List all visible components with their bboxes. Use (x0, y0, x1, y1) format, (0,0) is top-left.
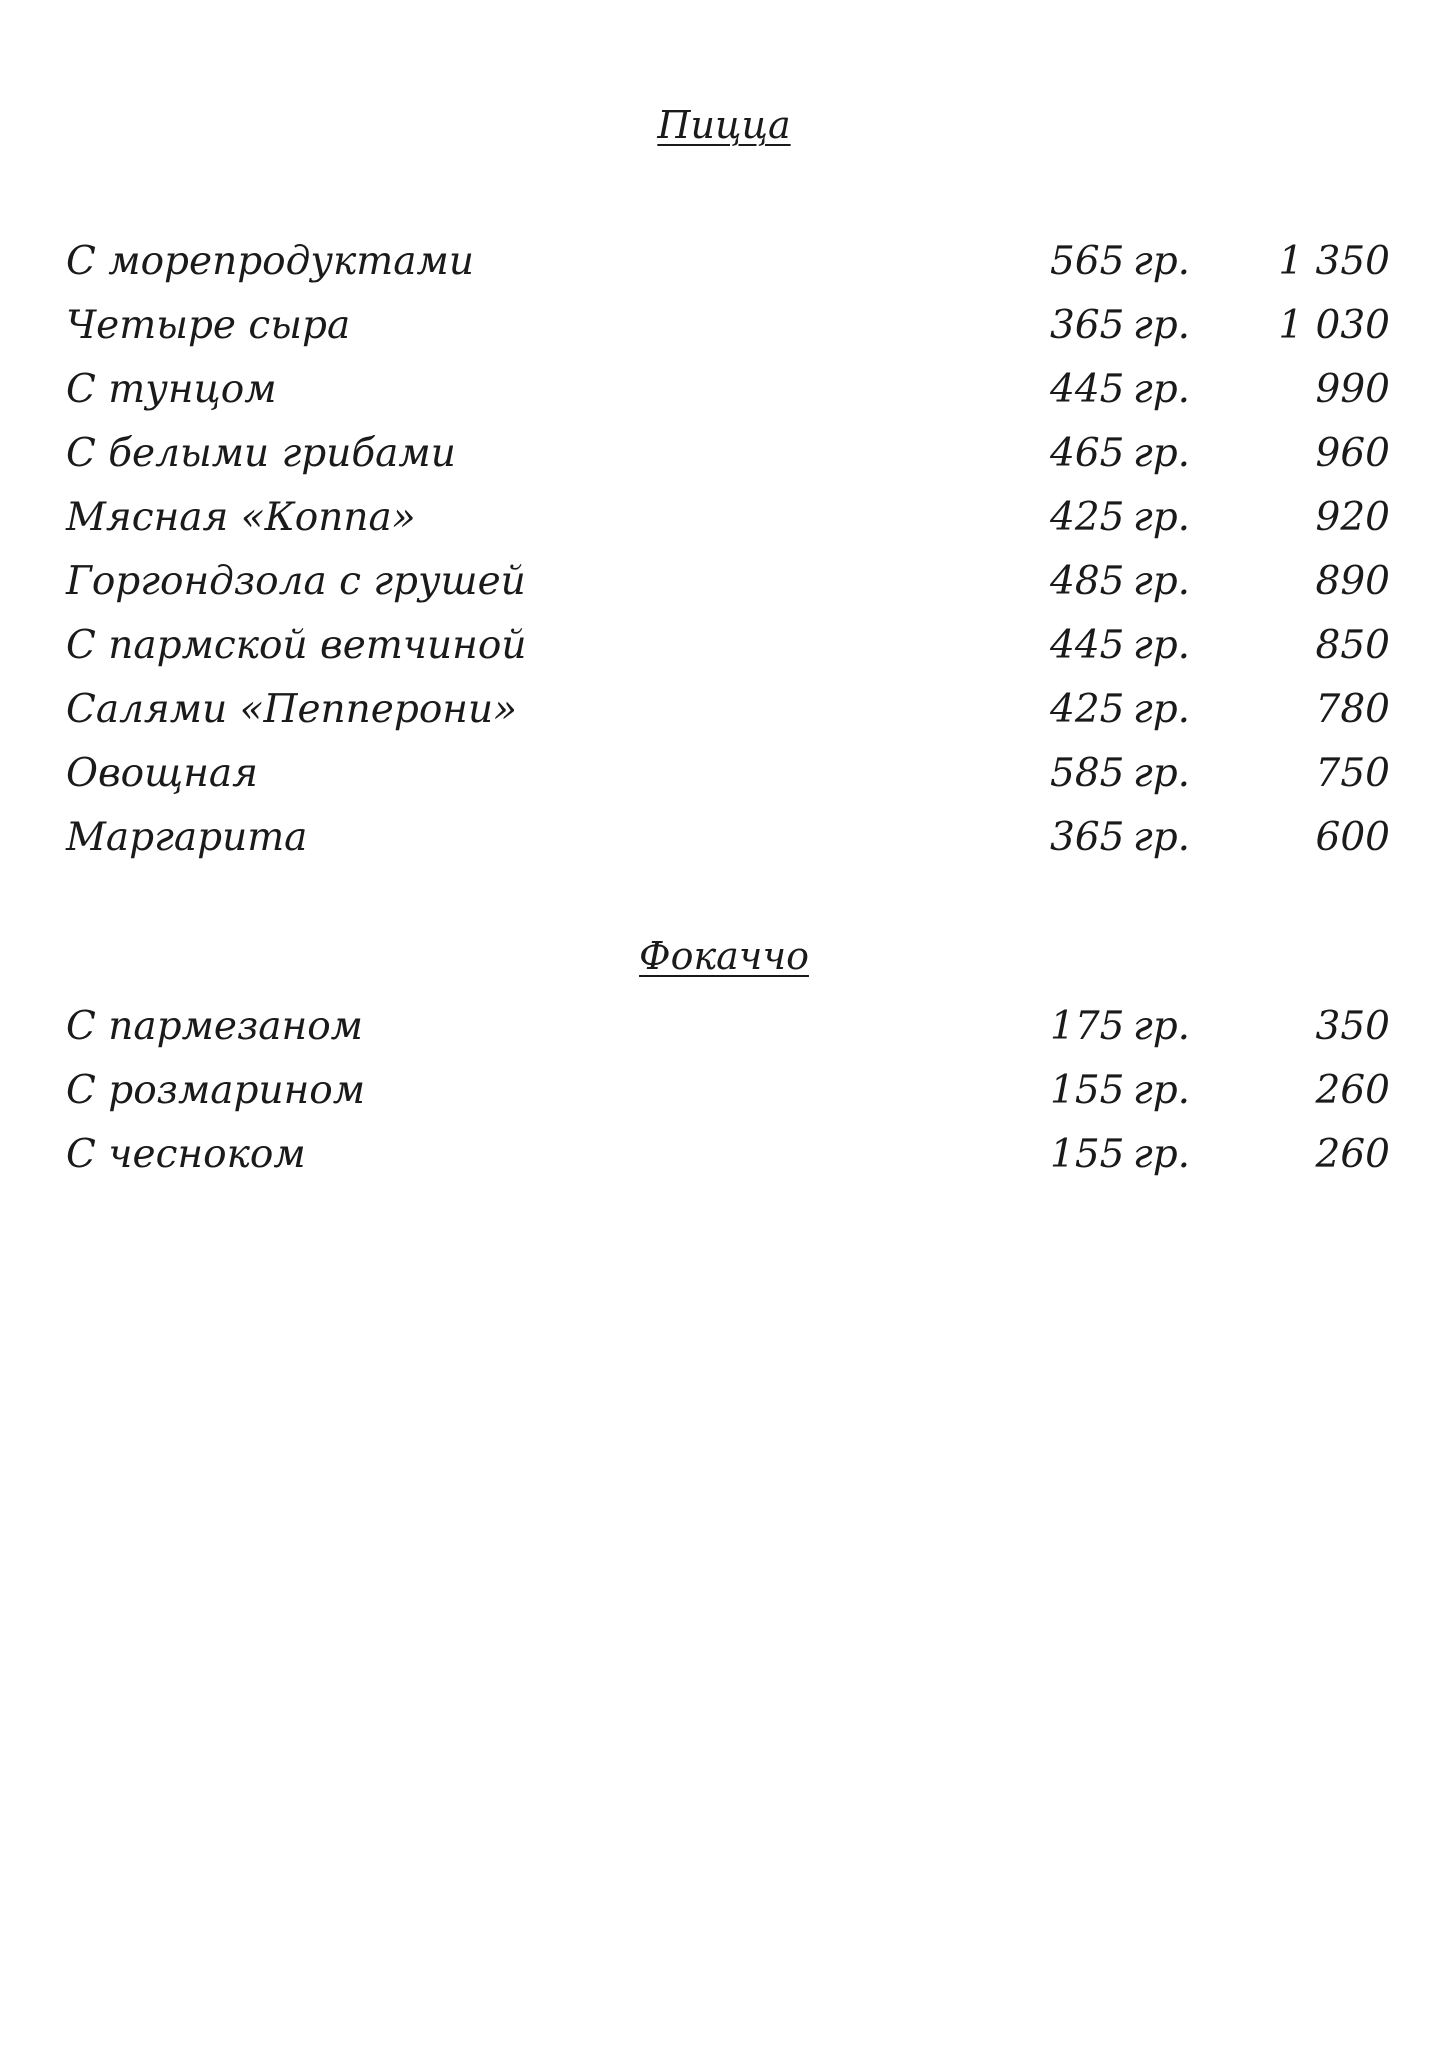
item-unit: гр. (1133, 751, 1191, 796)
item-weight: 365 (1050, 303, 1125, 348)
item-weight: 155 (1050, 1132, 1125, 1177)
item-price: 1 350 (1278, 239, 1390, 284)
menu-item (0, 550, 1448, 614)
item-weight: 485 (1050, 559, 1125, 604)
item-unit: гр. (1133, 431, 1191, 476)
item-name: Салями «Пепперони» (66, 687, 517, 732)
menu-item (0, 678, 1448, 742)
menu-item (0, 230, 1448, 294)
item-name: С чесноком (66, 1132, 306, 1177)
item-unit: гр. (1133, 559, 1191, 604)
item-unit: гр. (1133, 367, 1191, 412)
menu-item (0, 358, 1448, 422)
item-weight: 425 (1050, 687, 1125, 732)
item-name: Четыре сыра (66, 303, 351, 348)
item-name: С пармезаном (66, 1004, 364, 1049)
item-price: 350 (1315, 1004, 1390, 1049)
item-price: 1 030 (1278, 303, 1390, 348)
menu-item (0, 422, 1448, 486)
item-name: С розмарином (66, 1068, 366, 1113)
item-unit: гр. (1133, 1132, 1191, 1177)
section-title-pizza: Пицца (657, 103, 791, 147)
section-title-focaccia: Фокаччо (639, 934, 809, 978)
item-unit: гр. (1133, 1068, 1191, 1113)
menu-item (0, 742, 1448, 806)
item-unit: гр. (1133, 303, 1191, 348)
menu-item (0, 995, 1448, 1059)
item-unit: гр. (1133, 623, 1191, 668)
item-price: 600 (1315, 815, 1390, 860)
item-unit: гр. (1133, 495, 1191, 540)
item-name: Овощная (66, 751, 258, 796)
item-price: 260 (1315, 1068, 1390, 1113)
item-name: С белыми грибами (66, 431, 456, 476)
item-name: Горгондзола с грушей (66, 559, 526, 604)
item-name: Маргарита (66, 815, 308, 860)
focaccia-list (0, 995, 1448, 1187)
item-price: 960 (1315, 431, 1390, 476)
item-price: 260 (1315, 1132, 1390, 1177)
item-price: 920 (1315, 495, 1390, 540)
menu-item (0, 294, 1448, 358)
item-weight: 445 (1050, 623, 1125, 668)
item-weight: 565 (1050, 239, 1125, 284)
item-price: 890 (1315, 559, 1390, 604)
pizza-list (0, 230, 1448, 870)
item-unit: гр. (1133, 687, 1191, 732)
menu-item (0, 486, 1448, 550)
menu-item (0, 1059, 1448, 1123)
item-weight: 155 (1050, 1068, 1125, 1113)
item-price: 990 (1315, 367, 1390, 412)
item-weight: 425 (1050, 495, 1125, 540)
item-weight: 585 (1050, 751, 1125, 796)
item-name: С тунцом (66, 367, 277, 412)
item-name: Мясная «Коппа» (66, 495, 416, 540)
item-unit: гр. (1133, 239, 1191, 284)
item-price: 780 (1315, 687, 1390, 732)
item-price: 750 (1315, 751, 1390, 796)
item-weight: 465 (1050, 431, 1125, 476)
item-weight: 365 (1050, 815, 1125, 860)
item-unit: гр. (1133, 815, 1191, 860)
item-weight: 445 (1050, 367, 1125, 412)
menu-item (0, 614, 1448, 678)
item-unit: гр. (1133, 1004, 1191, 1049)
menu-item (0, 806, 1448, 870)
item-price: 850 (1315, 623, 1390, 668)
item-name: С морепродуктами (66, 239, 474, 284)
menu-item (0, 1123, 1448, 1187)
item-name: С пармской ветчиной (66, 623, 527, 668)
item-weight: 175 (1050, 1004, 1125, 1049)
